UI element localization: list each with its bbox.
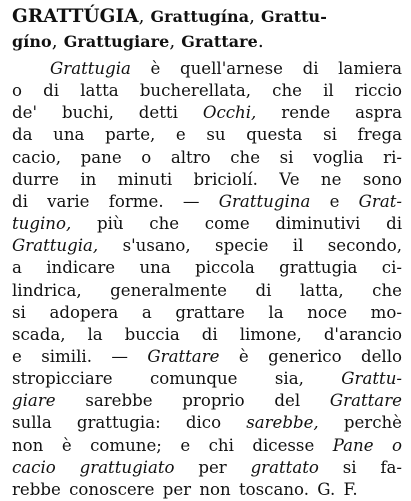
body-text-run: sulla grattugia: dico (12, 413, 247, 433)
heading-separator: , (51, 31, 64, 52)
italic-term: Grattare (147, 346, 220, 366)
body-text-run: e (310, 191, 359, 211)
body-text-run: de' buchi, detti (12, 103, 203, 123)
body-text-run: si adopera a grattare la noce mo- (12, 302, 402, 322)
body-text-run: cacio, pane o altro che si voglia ri- (12, 147, 402, 167)
italic-term: Grattare (329, 391, 402, 411)
italic-term: grattato (250, 457, 319, 477)
body-text-run: per (174, 457, 251, 477)
body-text-run: stropicciare comunque sia, (12, 369, 342, 389)
italic-term: giare (12, 391, 56, 411)
heading-line-2 (12, 29, 402, 54)
body-text-run: scada, la buccia di limone, d'arancio (12, 324, 402, 344)
headword-grattugino-part2: gíno (12, 32, 52, 51)
headword-grattugiare: Grattugiare (63, 32, 170, 51)
body-text-run: rende aspra (256, 103, 402, 123)
body-text-run: di varie forme. — (12, 191, 219, 211)
heading-separator: , (138, 6, 151, 27)
body-text-run: sarebbe proprio del (55, 391, 330, 411)
body-text-run: è quell'arnese di lamiera (130, 59, 403, 78)
italic-term: Grattugia (50, 59, 131, 78)
italic-term: Grattugina (218, 191, 311, 211)
body-text-run: s'usano, specie il secondo, (98, 236, 402, 256)
headword-grattugina: Grattugína (150, 7, 250, 26)
italic-term: Occhi, (202, 103, 257, 123)
body-text-run: non è comune; e chi dicesse (12, 435, 333, 455)
entry-heading (12, 4, 404, 54)
body-text-run: lindrica, generalmente di latta, che (12, 280, 402, 300)
italic-term: Grattu- (341, 369, 402, 389)
heading-separator: , (249, 6, 262, 27)
body-text-run: e simili. — (12, 346, 148, 366)
headword-grattugia: GRATTÚGIA (12, 6, 139, 27)
body-text-run: perchè (318, 413, 403, 433)
body-text-run: o di latta bucherellata, che il riccio (12, 81, 403, 101)
body-text-run: si fa- (318, 457, 402, 477)
headword-grattare: Grattare (181, 32, 258, 51)
italic-term: Grat- (358, 191, 403, 211)
heading-separator: , (169, 31, 182, 52)
heading-period: . (257, 31, 264, 52)
heading-line-1 (12, 4, 402, 29)
body-text-run: durre in minuti briciolí. Ve ne sono (12, 169, 402, 189)
headword-grattugino-part1: Grattu- (261, 7, 327, 26)
italic-term: tugino, (12, 214, 72, 234)
italic-term: Pane o (332, 435, 402, 455)
body-text-run: più che come diminutivi di (71, 214, 403, 234)
italic-term: sarebbe, (246, 413, 319, 433)
italic-term: cacio grattugiato (12, 457, 175, 477)
italic-term: Grattugia, (12, 236, 99, 256)
body-text-run: è generico dello (219, 346, 403, 366)
body-text-run: a indicare una piccola grattugia ci- (12, 258, 403, 278)
body-text-run: rebbe conoscere per non toscano. G. F. (12, 479, 358, 499)
body-text-run: da una parte, e su questa si frega (12, 125, 402, 145)
